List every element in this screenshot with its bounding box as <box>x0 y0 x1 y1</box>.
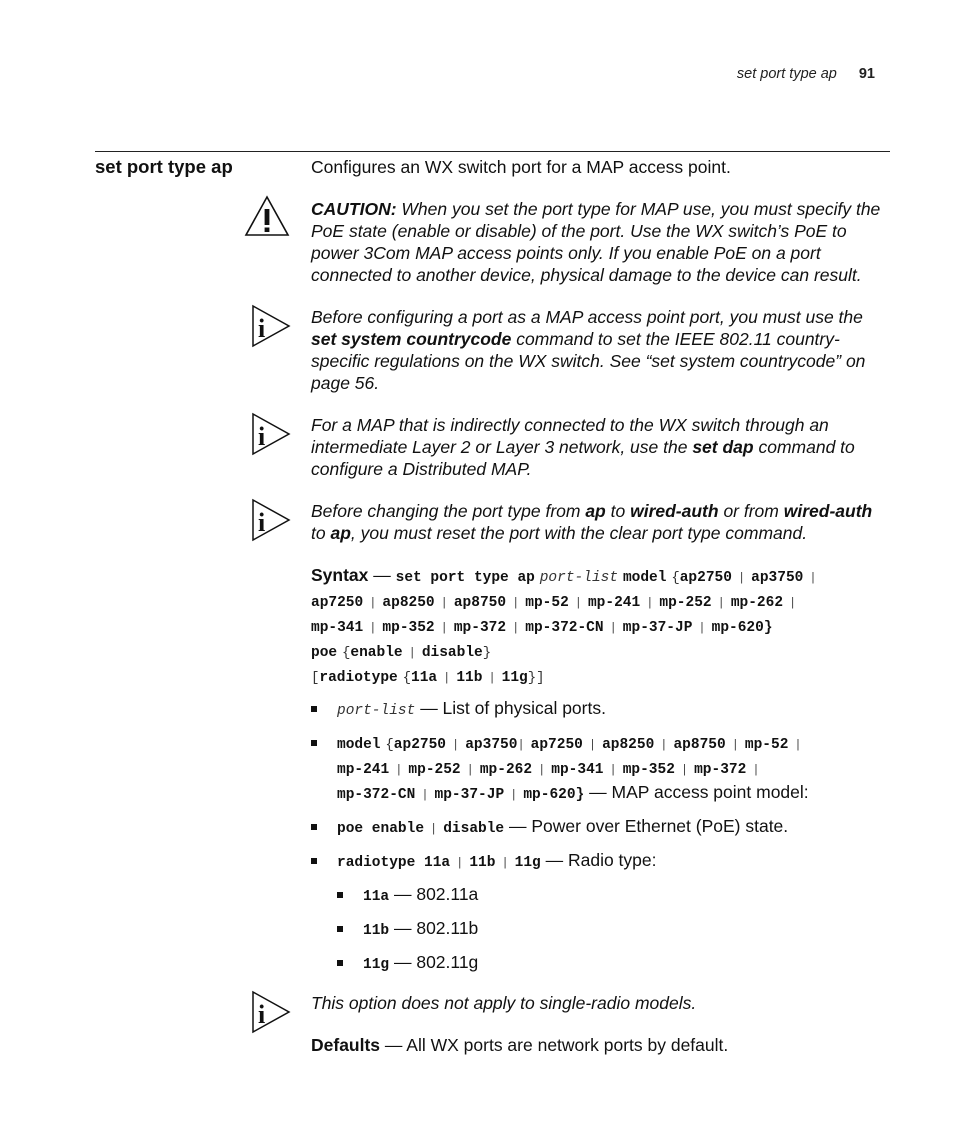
model-option: mp-341 <box>311 620 364 636</box>
separator: | <box>717 596 725 610</box>
caution-triangle-icon <box>243 194 291 238</box>
separator: | <box>466 763 474 777</box>
model-option: ap8250 <box>602 737 655 753</box>
list-item <box>337 917 891 942</box>
syntax-label: Syntax <box>311 565 369 585</box>
bullet <box>337 926 343 932</box>
separator: | <box>794 738 802 752</box>
list-item <box>311 849 891 976</box>
note1-text-a: Before configuring a port as a MAP access point port, you must use the <box>311 307 863 327</box>
param-desc: — 802.11a <box>389 884 479 904</box>
model-option: mp-37-JP <box>622 620 693 636</box>
model-option: mp-372-CN <box>525 620 604 636</box>
param-desc: — List of physical ports. <box>415 698 606 718</box>
note3-text: Before changing the port type from <box>311 501 586 521</box>
syntax-command: set port type ap <box>395 570 535 586</box>
separator: | <box>369 621 377 635</box>
separator: | <box>698 621 706 635</box>
note2-text-a: For a MAP that is indirectly connected to the WX switch through an intermediate Layer 2 or Layer 3 network, use the <box>311 415 829 457</box>
param-name: 11b <box>469 855 496 871</box>
syntax-block <box>311 564 891 689</box>
radio-option: 11a <box>411 670 438 686</box>
separator: | <box>440 596 448 610</box>
syntax-dash: — <box>368 565 396 585</box>
separator: | <box>456 856 464 870</box>
note-block-dap <box>258 414 891 480</box>
param-name: 11b <box>363 923 390 939</box>
model-option: mp-620} <box>523 787 585 803</box>
model-option: mp-341 <box>551 762 604 778</box>
list-item <box>311 731 891 806</box>
syntax-radiotype-keyword: radiotype <box>319 670 398 686</box>
model-option: ap3750 <box>465 737 518 753</box>
model-option: mp-252 <box>659 595 712 611</box>
note3-text: to <box>311 523 331 543</box>
brace: } <box>482 645 492 661</box>
note3-text: or from <box>718 501 784 521</box>
model-option: mp-52 <box>744 737 789 753</box>
note-block-single-radio <box>258 992 891 1029</box>
model-option: ap8750 <box>673 737 726 753</box>
caution-text: When you set the port type for MAP use, you must specify the PoE state (enable or disable) of the port. Use the WX switch’s PoE to power 3Com MAP access points only. If you enable PoE on a port connected to another device, physical damage to the device can result. <box>311 199 881 285</box>
separator: | <box>430 822 438 836</box>
syntax-poe-keyword: poe <box>311 645 338 661</box>
param-desc: — 802.11g <box>389 952 479 972</box>
caution-block <box>311 198 891 286</box>
info-note-icon <box>251 990 291 1034</box>
model-option: ap2750 <box>393 737 447 753</box>
section-rule <box>95 151 890 152</box>
note2-command: set dap <box>692 437 754 457</box>
separator: | <box>408 646 416 660</box>
separator: | <box>588 738 597 752</box>
model-option: mp-52 <box>525 595 569 611</box>
param-desc: — 802.11b <box>389 918 479 938</box>
param-name: disable <box>443 821 505 837</box>
radio-option: 11g <box>501 670 528 686</box>
param-desc: — Radio type: <box>540 850 657 870</box>
info-note-icon <box>251 498 291 542</box>
model-option: ap8750 <box>453 595 507 611</box>
separator: | <box>609 763 617 777</box>
param-name: radiotype 11a <box>337 855 451 871</box>
separator: | <box>510 788 518 802</box>
caution-label: CAUTION: <box>311 199 397 219</box>
separator: | <box>574 596 582 610</box>
model-option: ap8250 <box>382 595 435 611</box>
param-desc: — MAP access point model: <box>584 782 809 802</box>
section-title: set port type ap <box>95 156 233 177</box>
info-note-icon <box>251 412 291 456</box>
model-option: mp-241 <box>587 595 641 611</box>
model-option: mp-352 <box>382 620 435 636</box>
separator: | <box>421 788 429 802</box>
separator: | <box>660 738 668 752</box>
separator: | <box>452 738 460 752</box>
separator: | <box>369 596 377 610</box>
defaults-text: — All WX ports are network ports by default. <box>380 1035 729 1055</box>
brace: { <box>341 645 351 661</box>
separator: | <box>488 671 496 685</box>
model-option: ap7250 <box>311 595 364 611</box>
model-option: mp-372-CN <box>337 787 416 803</box>
intro-text: Configures an WX switch port for a MAP access point. <box>311 157 731 177</box>
separator: | <box>440 621 448 635</box>
model-option: mp-37-JP <box>434 787 505 803</box>
separator: | <box>680 763 689 777</box>
param-name: 11a <box>363 889 390 905</box>
model-option: mp-262 <box>479 762 533 778</box>
brace: }] <box>527 670 545 686</box>
info-note-icon <box>251 304 291 348</box>
list-item <box>311 697 891 722</box>
radio-option: 11b <box>456 670 483 686</box>
defaults-line <box>311 1034 891 1056</box>
model-option: ap3750 <box>751 570 804 586</box>
separator: | <box>517 738 525 752</box>
separator: | <box>443 671 451 685</box>
bullet <box>311 740 317 746</box>
note3-keyword: wired-auth <box>783 501 873 521</box>
model-option: mp-620} <box>711 620 773 636</box>
syntax-model-keyword: model <box>622 570 667 586</box>
svg-text:i: i <box>258 508 266 537</box>
note4-text: This option does not apply to single-radio models. <box>311 993 697 1013</box>
svg-text:i: i <box>258 314 266 343</box>
bullet <box>311 706 317 712</box>
svg-text:i: i <box>258 422 266 451</box>
param-desc: — Power over Ethernet (PoE) state. <box>504 816 789 836</box>
model-option: mp-241 <box>337 762 390 778</box>
model-option: mp-372 <box>694 762 747 778</box>
brace: { <box>671 570 680 586</box>
model-option: ap2750 <box>679 570 732 586</box>
separator: | <box>512 621 520 635</box>
separator: | <box>538 763 546 777</box>
separator: | <box>809 571 817 585</box>
note3-keyword: wired-auth <box>630 501 719 521</box>
parameter-list <box>311 697 891 976</box>
list-item <box>311 815 891 840</box>
list-item <box>337 951 891 976</box>
brace: { <box>402 670 412 686</box>
poe-option: enable <box>350 645 403 661</box>
note-block-countrycode <box>258 306 891 394</box>
running-header <box>737 66 875 82</box>
param-name: port-list <box>337 703 416 719</box>
defaults-label: Defaults <box>311 1035 381 1055</box>
note3-text: , you must reset the port with the clear port type command. <box>350 523 808 543</box>
brace: { <box>385 737 394 753</box>
bullet <box>311 858 317 864</box>
poe-option: disable <box>421 645 483 661</box>
note2-text-b: command to configure a Distributed MAP. <box>311 437 855 479</box>
note3-text: to <box>605 501 631 521</box>
separator: | <box>731 738 739 752</box>
separator: | <box>512 596 520 610</box>
radio-type-list <box>337 883 891 976</box>
note1-text-b: command to set the IEEE 802.11 country-specific regulations on the WX switch. See “set system countrycode” on page 56. <box>311 329 866 393</box>
separator: | <box>752 763 760 777</box>
bracket: [ <box>311 670 320 686</box>
list-item <box>337 883 891 908</box>
syntax-arg: port-list <box>539 570 619 586</box>
note3-keyword: ap <box>585 501 606 521</box>
svg-text:i: i <box>258 1000 266 1029</box>
separator: | <box>501 856 509 870</box>
note-block-reset <box>258 500 891 544</box>
running-title: set port type ap <box>736 66 837 82</box>
separator: | <box>737 571 746 585</box>
body-column <box>258 156 891 1056</box>
page-number: 91 <box>858 66 875 82</box>
model-option: mp-252 <box>408 762 461 778</box>
bullet <box>337 960 343 966</box>
separator: | <box>395 763 403 777</box>
model-option: mp-372 <box>453 620 507 636</box>
separator: | <box>789 596 797 610</box>
param-name: 11g <box>514 855 541 871</box>
bullet <box>337 892 343 898</box>
note3-keyword: ap <box>330 523 351 543</box>
separator: | <box>609 621 617 635</box>
note1-command: set system countrycode <box>311 329 512 349</box>
bullet <box>311 824 317 830</box>
model-option: mp-352 <box>622 762 675 778</box>
param-name: poe enable <box>337 821 425 837</box>
param-name: model <box>337 737 381 753</box>
separator: | <box>646 596 654 610</box>
model-option: ap7250 <box>530 737 583 753</box>
model-option: mp-262 <box>730 595 784 611</box>
param-name: 11g <box>363 957 390 973</box>
